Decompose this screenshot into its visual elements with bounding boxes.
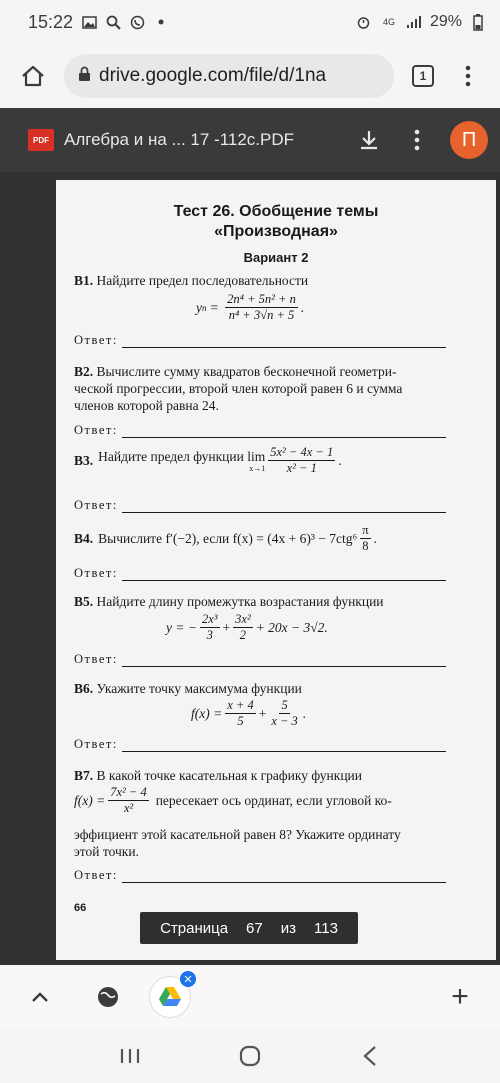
fraction1-denominator: x² xyxy=(123,801,134,815)
download-icon xyxy=(358,129,380,151)
task-b4: B4. Вычислите f′(−2), если f(x) = (4x + 6)³ − 7ctg⁶ $\frac{\pi}{8}$ . xyxy=(74,523,377,553)
whatsapp-icon xyxy=(129,14,145,30)
formula-denominator: 8 xyxy=(362,539,369,553)
total-pages: 113 xyxy=(314,919,338,937)
signal-icon xyxy=(406,14,422,30)
formula-sub: n xyxy=(202,302,207,313)
task-id: B1. xyxy=(74,273,94,288)
task-id: B3. xyxy=(74,452,94,468)
answer-line-b7 xyxy=(74,868,446,883)
task-b7-continued xyxy=(74,826,449,860)
limit-subscript: x→1 xyxy=(249,463,266,473)
formula-denominator: n⁴ + 3√n + 5 xyxy=(228,308,295,322)
answer-line-b2 xyxy=(74,423,446,438)
answer-line-b3 xyxy=(74,498,446,513)
task-text: Найдите предел функции lim xyxy=(98,448,266,464)
task-id: B5. xyxy=(74,594,94,609)
pdf-file-icon: PDF xyxy=(28,129,54,151)
task-b7 xyxy=(74,767,449,784)
expand-button[interactable] xyxy=(20,977,60,1017)
variant-label: Вариант 2 xyxy=(243,250,309,265)
globe-icon xyxy=(96,985,120,1009)
answer-line-b1 xyxy=(74,333,446,348)
task-text-3: членов которой равна 24. xyxy=(74,398,219,413)
task-text-2: ческой прогрессии, второй член которой равен 6 и сумма xyxy=(74,381,403,396)
network-type-icon: 4G xyxy=(382,17,395,27)
answer-line-b6 xyxy=(74,737,446,752)
new-tab-button[interactable]: + xyxy=(451,980,469,1013)
more-vert-icon xyxy=(414,129,420,151)
recents-icon xyxy=(119,1047,141,1065)
task-text-2: пересекает ось ординат, если угловой ко- xyxy=(155,792,392,808)
task-id: B2. xyxy=(74,364,94,379)
dot-icon xyxy=(153,14,169,30)
page-number: 66 xyxy=(74,902,87,914)
search-icon xyxy=(105,14,121,30)
url-text: drive.google.com/file/d/1na xyxy=(99,65,327,86)
answer-label: Ответ: xyxy=(74,737,118,751)
answer-label: Ответ: xyxy=(74,566,118,580)
fraction1-numerator: x + 4 xyxy=(227,698,254,712)
task-text-4: этой точки. xyxy=(74,844,139,859)
task-b1 xyxy=(74,272,449,289)
task-id: B4. xyxy=(74,530,94,546)
home-nav-button[interactable] xyxy=(230,1036,270,1076)
file-title: Алгебра и на ... 17 -112с.PDF xyxy=(64,130,295,149)
answer-label: Ответ: xyxy=(74,498,118,512)
home-button[interactable] xyxy=(16,59,50,93)
home-icon xyxy=(20,64,46,88)
overflow-menu-button[interactable] xyxy=(458,59,478,93)
bottom-toolbar xyxy=(0,965,500,1029)
formula-numerator: 5x² − 4x − 1 xyxy=(270,445,334,459)
home-circle-icon xyxy=(238,1044,262,1068)
pdf-page xyxy=(56,180,496,960)
task-text: В какой точке касательная к графику функции xyxy=(96,768,362,783)
fraction1-denominator: 5 xyxy=(237,714,244,728)
task-text-3: эффициент этой касательной равен 8? Укажите ординату xyxy=(74,827,401,842)
fraction2-numerator: 3x² xyxy=(235,612,251,626)
system-nav-bar xyxy=(0,1029,500,1083)
fraction1-numerator: 2x³ xyxy=(201,612,218,626)
task-id: B6. xyxy=(74,681,94,696)
task-b2 xyxy=(74,363,449,414)
pdf-viewer-area[interactable] xyxy=(0,172,500,965)
status-bar xyxy=(0,0,500,44)
fraction1-numerator: 7x² − 4 xyxy=(110,785,147,799)
chevron-up-icon xyxy=(31,991,49,1003)
more-vert-icon xyxy=(465,65,471,87)
drive-tab-button[interactable] xyxy=(150,973,193,1017)
task-b7-formula xyxy=(74,785,392,816)
back-icon xyxy=(362,1045,378,1067)
current-page: 67 xyxy=(246,919,263,937)
more-options-button[interactable] xyxy=(402,125,432,155)
formula-prefix: f(x) = xyxy=(191,705,223,721)
task-b5 xyxy=(74,593,449,610)
back-button[interactable] xyxy=(350,1036,390,1076)
answer-line-b4 xyxy=(74,566,446,581)
task-text: Укажите точку максимума функции xyxy=(96,681,302,696)
formula-lhs: y xyxy=(196,299,202,315)
status-time: 15:22 xyxy=(28,11,74,32)
task-text: Вычислите f′(−2), если f(x) = (4x + 6)³ − 7ctg⁶ xyxy=(98,530,358,546)
test-title-line1: Тест 26. Обобщение темы xyxy=(173,203,379,220)
task-text: Найдите длину промежутка возрастания функции xyxy=(96,594,384,609)
fraction2-denominator: 2 xyxy=(239,628,247,642)
formula-suffix: + 20x − 3√2. xyxy=(255,619,328,635)
tab-switcher-button[interactable]: 1 xyxy=(412,65,434,87)
image-icon xyxy=(81,14,97,30)
url-bar[interactable] xyxy=(64,54,394,98)
page-separator: из xyxy=(280,919,296,937)
account-avatar[interactable]: П xyxy=(450,121,488,159)
answer-label: Ответ: xyxy=(74,868,118,882)
formula-prefix: f(x) = xyxy=(74,792,106,808)
fraction2-denominator: x − 3 xyxy=(271,714,298,728)
recents-button[interactable] xyxy=(110,1036,150,1076)
formula-denominator: x² − 1 xyxy=(286,461,317,475)
browser-toolbar xyxy=(0,44,500,108)
close-icon[interactable]: ✕ xyxy=(180,971,196,987)
fraction2-numerator: 5 xyxy=(281,698,288,712)
formula-numerator: 2n⁴ + 5n² + n xyxy=(227,292,296,306)
task-b6 xyxy=(74,680,449,697)
task-text: Вычислите сумму квадратов бесконечной геометри- xyxy=(96,364,397,379)
task-b1-formula: y n = $\frac{\text{2n⁴ + 5n² + n}}{\text{n⁴ + 3√n + 5}}$ . xyxy=(196,292,305,322)
page-indicator xyxy=(140,912,358,944)
task-b5-formula: y = − $\frac{\text{2x³}}{3}$ + $\frac{\text{3x²}}{2}$ + 20x − 3√2. xyxy=(166,612,328,642)
test-title-line2: «Производная» xyxy=(214,223,338,240)
formula-prefix: y = − xyxy=(166,619,197,635)
pdf-viewer-bar xyxy=(0,108,500,172)
fraction1-denominator: 3 xyxy=(206,628,213,642)
google-drive-icon xyxy=(158,986,182,1008)
site-tab-button[interactable] xyxy=(88,977,128,1017)
task-id: B7. xyxy=(74,768,94,783)
alarm-icon xyxy=(356,14,372,30)
battery-icon xyxy=(470,14,486,30)
lock-icon xyxy=(78,66,91,87)
page-indicator-label: Страница xyxy=(160,919,229,937)
task-b6-formula: f(x) = $\frac{x + 4}{5}$ + $\frac{5}{x - 3}$ . xyxy=(191,698,307,728)
answer-label: Ответ: xyxy=(74,333,118,347)
answer-label: Ответ: xyxy=(74,423,118,437)
battery-percent: 29% xyxy=(429,13,462,30)
download-button[interactable] xyxy=(354,125,384,155)
answer-line-b5 xyxy=(74,652,446,667)
task-text: Найдите предел последовательности xyxy=(96,273,309,288)
formula-numerator: π xyxy=(362,523,369,537)
answer-label: Ответ: xyxy=(74,652,118,666)
task-b3: B3. Найдите предел функции lim x→1 $\frac{\text{5x² − 4x − 1}}{\text{x² − 1}}$ . xyxy=(74,445,342,475)
